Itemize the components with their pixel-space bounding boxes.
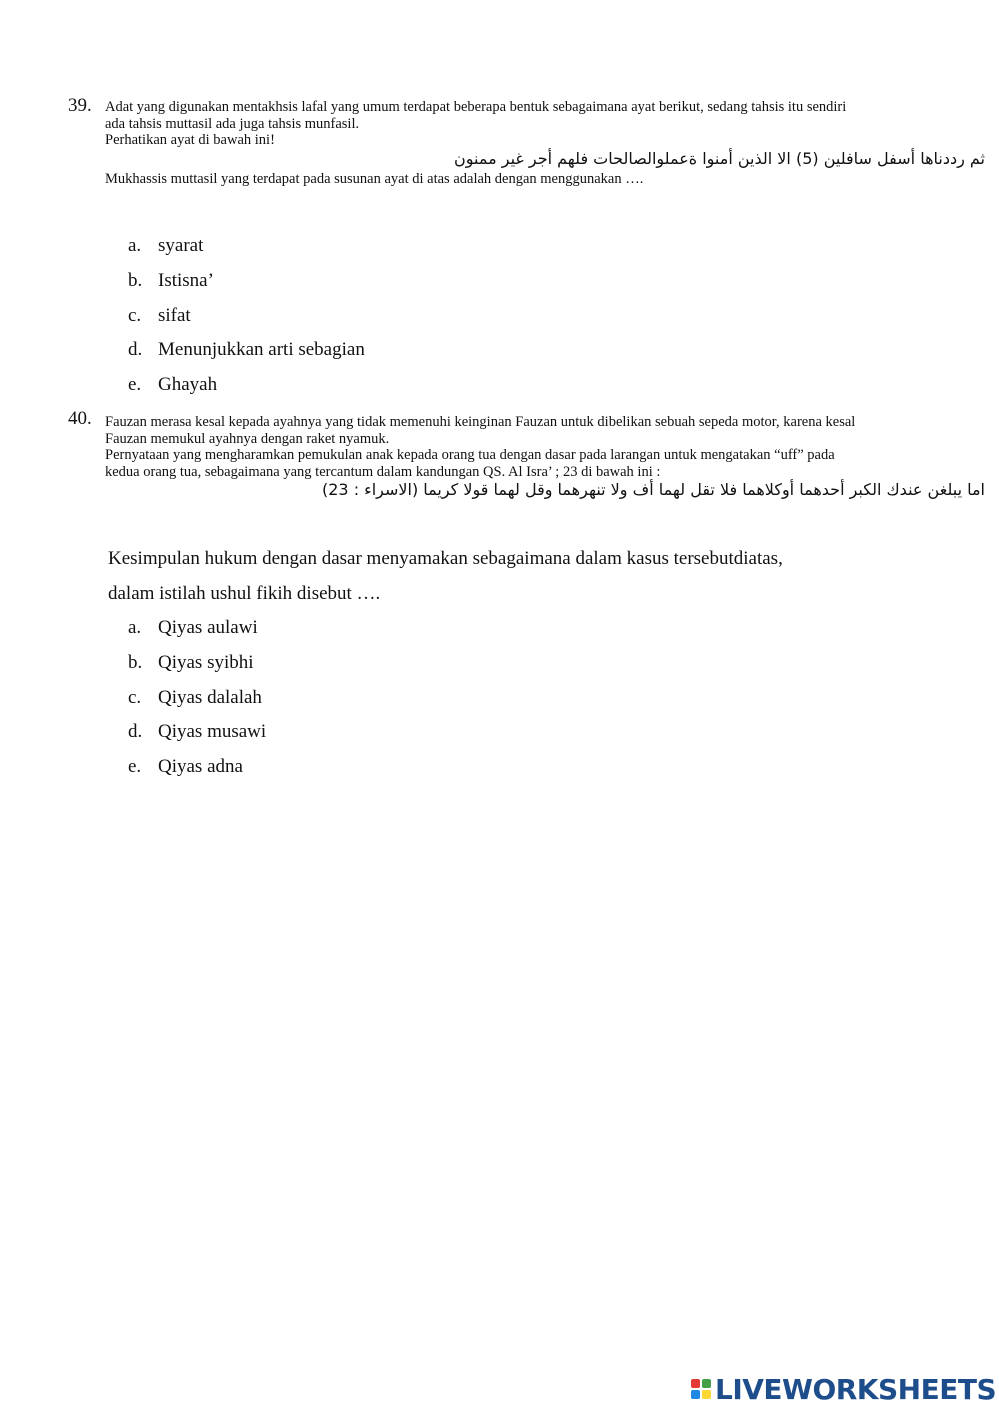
question-body: [105, 99, 985, 188]
logo-text: LIVEWORKSHEETS: [715, 1372, 997, 1406]
question-text-line: ada tahsis muttasil ada juga tahsis munfasil.: [105, 115, 360, 132]
question-text-line: Perhatikan ayat di bawah ini!: [105, 132, 275, 148]
logo-square: [691, 1390, 700, 1399]
option-text: Qiyas syibhi: [158, 652, 254, 673]
option-letter: a.: [128, 617, 142, 638]
option-40-a[interactable]: [0, 617, 999, 652]
logo-square: [702, 1379, 711, 1388]
option-letter: a.: [128, 235, 142, 256]
option-text: Menunjukkan arti sebagian: [158, 339, 365, 360]
option-letter: d.: [128, 721, 143, 742]
question-number: 39.: [68, 95, 92, 116]
option-letter: b.: [128, 652, 143, 673]
conclusion-line: dalam istilah ushul fikih disebut ….: [108, 583, 381, 604]
question-body: [105, 414, 985, 503]
option-40-b[interactable]: [0, 652, 999, 687]
option-39-c[interactable]: [0, 305, 999, 340]
option-40-c[interactable]: [0, 687, 999, 722]
question-text-line: kedua orang tua, sebagaimana yang tercantum dalam kandungan QS. Al Isra’ ; 23 di bawah ini :: [105, 463, 661, 480]
option-text: Qiyas aulawi: [158, 617, 258, 638]
option-letter: e.: [128, 756, 142, 777]
question-prompt: Mukhassis muttasil yang terdapat pada susunan ayat di atas adalah dengan menggunakan ….: [105, 171, 644, 187]
question-text-line: Fauzan merasa kesal kepada ayahnya yang tidak memenuhi keinginan Fauzan untuk dibelikan sebuah sepeda motor, karena kesal: [105, 414, 856, 430]
option-text: Qiyas dalalah: [158, 687, 262, 708]
option-39-d[interactable]: [0, 339, 999, 374]
question-text-line: Fauzan memukul ayahnya dengan raket nyamuk.: [105, 430, 390, 447]
option-text: Qiyas musawi: [158, 721, 267, 742]
option-text: Qiyas adna: [158, 756, 243, 777]
conclusion-line: Kesimpulan hukum dengan dasar menyamakan sebagaimana dalam kasus tersebutdiatas,: [108, 548, 783, 569]
question-40-prompt: [108, 541, 968, 611]
logo-grid-icon: [691, 1379, 711, 1399]
option-text: Istisna’: [158, 270, 214, 291]
option-text: Ghayah: [158, 374, 218, 395]
liveworksheets-logo[interactable]: [691, 1373, 996, 1405]
option-39-e[interactable]: [0, 374, 999, 409]
option-40-e[interactable]: [0, 756, 999, 791]
option-40-d[interactable]: [0, 721, 999, 756]
option-letter: b.: [128, 270, 143, 291]
question-text-line: Adat yang digunakan mentakhsis lafal yang umum terdapat beberapa bentuk sebagaimana ayat berikut, sedang tahsis itu sendiri: [105, 99, 847, 115]
arabic-verse: ثم رددناها أسفل سافلين (5) الا الذين أمنوا ةعملوالصالحات فلهم أجر غير ممنون: [454, 148, 985, 168]
logo-square: [702, 1390, 711, 1399]
question-text-line: Pernyataan yang mengharamkan pemukulan anak kepada orang tua dengan dasar pada larangan untuk mengatakan “uff” pada: [105, 447, 835, 463]
option-39-b[interactable]: [0, 270, 999, 305]
question-number: 40.: [68, 408, 92, 429]
option-39-a[interactable]: [0, 235, 999, 270]
option-letter: c.: [128, 305, 142, 326]
logo-square: [691, 1379, 700, 1388]
option-text: sifat: [158, 305, 191, 326]
option-text: syarat: [158, 235, 204, 256]
option-letter: d.: [128, 339, 143, 360]
option-letter: e.: [128, 374, 142, 395]
arabic-verse: اما يبلغن عندك الكبر أحدهما أوكلاهما فلا تقل لهما أف ولا تنهرهما وقل لهما قولا كريما (الاسراء : 23): [322, 480, 985, 499]
option-letter: c.: [128, 687, 142, 708]
